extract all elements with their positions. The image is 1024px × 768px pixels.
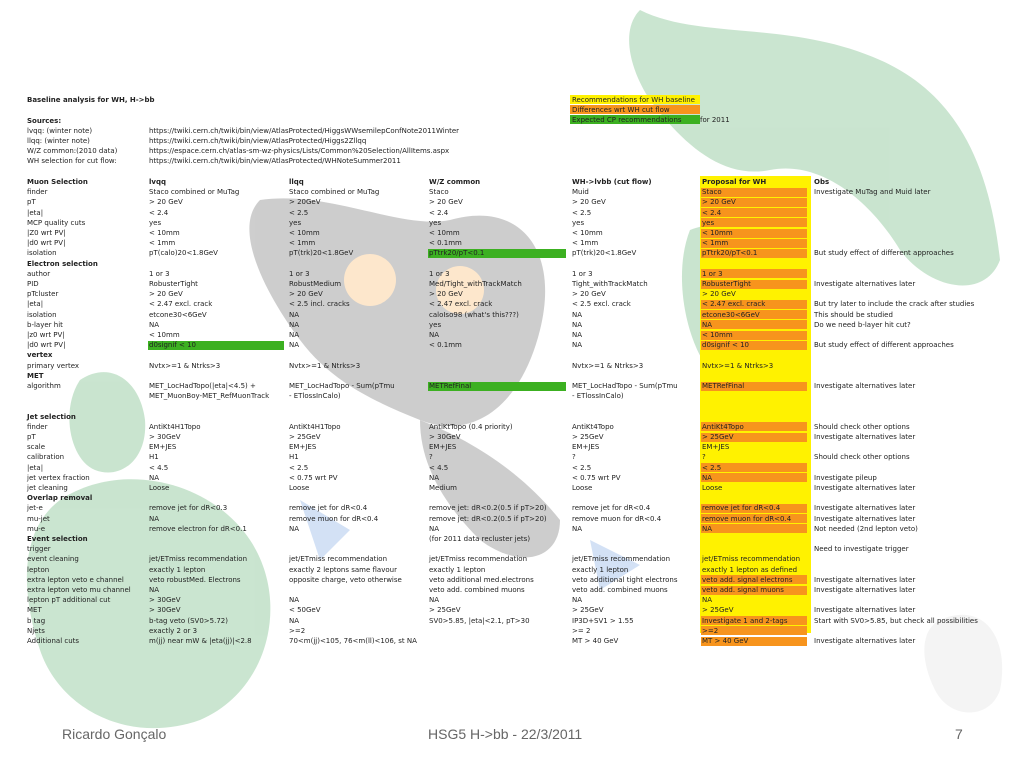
table-cell: < 2.5 <box>572 463 592 472</box>
table-cell: 1 or 3 <box>289 269 310 278</box>
table-cell: remove muon for dR<0.4 <box>289 514 379 523</box>
table-cell: Investigate alternatives later <box>814 433 916 441</box>
table-cell: > 20 GeV <box>149 198 183 207</box>
table-cell: etcone30<6GeV <box>702 310 760 319</box>
table-cell: yes <box>429 218 442 227</box>
table-cell: jet/ETmiss recommendation <box>149 555 248 564</box>
table-cell: pT(trk)20<1.8GeV <box>572 249 637 258</box>
section-heading: Overlap removal <box>27 494 93 503</box>
row-label: |d0 wrt PV| <box>27 239 66 248</box>
row-label: trigger <box>27 545 51 554</box>
table-cell: < 2.5 <box>289 208 309 217</box>
table-cell: exactly 2 leptons same flavour <box>289 565 397 574</box>
table-cell: NA <box>702 473 713 482</box>
table-cell: > 20 GeV <box>429 290 463 299</box>
table-cell: > 30GeV <box>149 606 181 615</box>
table-cell: MT > 40 GeV <box>702 637 749 645</box>
row-label: primary vertex <box>27 361 80 370</box>
table-cell: MET_LocHadTopo - Sum(pTmu <box>572 382 678 390</box>
column-header: Proposal for WH <box>702 178 767 186</box>
row-label: scale <box>27 443 46 452</box>
row-label: algorithm <box>27 382 61 390</box>
source-name: lvqq: (winter note) <box>27 127 93 135</box>
row-label: Njets <box>27 626 45 635</box>
table-cell: opposite charge, veto otherwise <box>289 575 402 584</box>
table-cell: AntiKt4Topo <box>572 422 614 431</box>
table-cell: 1 or 3 <box>429 269 450 278</box>
table-cell: caloIso98 (what's this???) <box>429 310 519 319</box>
table-cell: AntiKt4H1Topo <box>149 422 201 431</box>
table-cell: > 20 GeV <box>289 290 323 299</box>
table-cell: exactly 2 or 3 <box>149 626 198 635</box>
table-cell: >=2 <box>289 626 306 635</box>
row-label: author <box>27 269 51 278</box>
table-cell: jet/ETmiss recommendation <box>429 555 528 564</box>
table-cell: NA <box>572 596 583 605</box>
row-label: MET <box>27 606 42 615</box>
table-cell: yes <box>149 218 162 227</box>
column-header: llqq <box>289 178 304 186</box>
table-cell: NA <box>429 596 440 605</box>
table-cell: Investigate alternatives later <box>814 637 916 645</box>
table-cell: b-tag veto (SV0>5.72) <box>149 616 228 625</box>
table-cell: Should check other options <box>814 453 910 462</box>
table-cell: exactly 1 lepton as defined <box>702 565 798 574</box>
table-cell: 1 or 3 <box>572 269 593 278</box>
table-cell: ? <box>702 453 706 462</box>
section-heading: MET <box>27 371 44 380</box>
table-cell: Investigate MuTag and Muid later <box>814 188 931 197</box>
table-cell: > 20 GeV <box>572 290 606 299</box>
table-cell: < 2.47 excl. crack <box>429 300 493 309</box>
section-note: (for 2011 data recluster jets) <box>429 535 531 543</box>
table-cell: NA <box>149 514 160 523</box>
table-cell: Staco <box>702 188 722 197</box>
cell-highlight <box>701 524 807 533</box>
table-cell: MT > 40 GeV <box>572 637 619 645</box>
table-cell: < 10mm <box>149 229 180 237</box>
source-url: https://twiki.cern.ch/twiki/bin/view/AtlasProtected/Higgs2Zllqq <box>149 137 367 145</box>
table-cell: < 2.5 <box>702 463 722 472</box>
table-cell: < 4.5 <box>429 463 449 472</box>
table-cell: > 30GeV <box>149 596 181 605</box>
row-label: finder <box>27 188 48 197</box>
table-cell: > 20GeV <box>289 198 321 207</box>
table-cell: EM+JES <box>289 443 317 452</box>
table-cell: SV0>5.85, |eta|<2.1, pT>30 <box>429 616 530 625</box>
table-cell: NA <box>572 320 583 329</box>
row-label: PID <box>27 280 39 288</box>
row-label: extra lepton veto e channel <box>27 575 124 584</box>
source-name: WH selection for cut flow: <box>27 157 117 165</box>
source-name: W/Z common:(2010 data) <box>27 147 118 155</box>
table-cell: > 20 GeV <box>702 198 736 207</box>
table-cell: IP3D+SV1 > 1.55 <box>572 616 634 625</box>
column-header: lvqq <box>149 178 166 186</box>
table-cell: MET_MuonBoy-MET_RefMuonTrack <box>149 392 270 401</box>
table-cell: NA <box>289 524 300 533</box>
table-cell: NA <box>149 473 160 482</box>
table-cell: yes <box>572 218 585 227</box>
row-label: finder <box>27 422 48 431</box>
table-cell: > 30GeV <box>429 433 461 441</box>
table-cell: < 10mm <box>572 229 603 237</box>
table-cell: < 10mm <box>702 229 733 237</box>
table-cell: NA <box>289 596 300 605</box>
table-cell: Not needed (2nd lepton veto) <box>814 524 918 533</box>
table-cell: NA <box>289 331 300 339</box>
table-cell: 1 or 3 <box>149 269 170 278</box>
section-heading: vertex <box>27 351 53 360</box>
row-label: calibration <box>27 453 65 462</box>
table-cell: pTtrk20/pT<0.1 <box>702 249 758 258</box>
table-cell: > 25GeV <box>572 606 604 615</box>
table-cell: Investigate alternatives later <box>814 575 916 584</box>
table-cell: NA <box>429 524 440 533</box>
table-cell: < 10mm <box>429 229 460 237</box>
row-label: pT <box>27 198 36 207</box>
table-cell: EM+JES <box>149 443 177 452</box>
table-cell: pTtrk20/pT<0.1 <box>429 249 485 258</box>
table-cell: Loose <box>572 484 593 492</box>
table-cell: Investigate alternatives later <box>814 382 916 390</box>
table-cell: METRefFinal <box>702 382 745 390</box>
table-cell: This should be studied <box>814 310 893 319</box>
table-cell: < 2.4 <box>149 208 169 217</box>
table-cell: NA <box>702 524 713 533</box>
table-cell: > 25GeV <box>572 433 604 441</box>
table-cell: d0signif < 10 <box>702 341 750 350</box>
table-cell: RobusterTight <box>702 280 751 288</box>
table-cell: < 2.47 excl. crack <box>702 300 766 309</box>
table-cell: Investigate alternatives later <box>814 514 916 523</box>
table-cell: >= 2 <box>572 626 591 635</box>
table-cell: NA <box>289 320 300 329</box>
table-cell: But study effect of different approaches <box>814 249 954 258</box>
table-cell: Muid <box>572 188 589 197</box>
column-header: Obs <box>814 178 830 186</box>
table-cell: m(jj) near mW & |eta(jj)|<2.8 <box>149 637 252 645</box>
table-cell: Investigate alternatives later <box>814 484 916 492</box>
table-cell: yes <box>289 218 302 227</box>
table-cell: MET_LocHadTopo(|eta|<4.5) + <box>149 382 256 390</box>
table-cell: NA <box>572 341 583 350</box>
table-cell: > 25GeV <box>702 606 734 615</box>
table-cell: remove muon for dR<0.4 <box>702 514 792 523</box>
table-cell: < 1mm <box>702 239 729 248</box>
table-cell: Medium <box>429 484 457 492</box>
table-cell: Investigate 1 and 2-tags <box>702 616 788 625</box>
table-cell: exactly 1 lepton <box>572 565 629 574</box>
table-cell: Nvtx>=1 & Ntrks>3 <box>572 361 644 370</box>
table-cell: veto add. combined muons <box>572 586 668 594</box>
table-cell: H1 <box>289 453 299 462</box>
table-cell: yes <box>702 218 715 227</box>
table-cell: NA <box>702 320 713 329</box>
row-label: MCP quality cuts <box>27 218 86 227</box>
footer-title: HSG5 H->bb - 22/3/2011 <box>428 726 583 742</box>
table-cell: < 0.1mm <box>429 239 462 248</box>
table-cell: NA <box>572 310 583 319</box>
table-cell: Med/Tight_withTrackMatch <box>429 280 522 288</box>
table-cell: Investigate pileup <box>814 473 877 482</box>
table-cell: NA <box>702 596 713 605</box>
table-cell: > 20 GeV <box>572 198 606 207</box>
table-cell: Nvtx>=1 & Ntrks>3 <box>289 361 361 370</box>
table-cell: But study effect of different approaches <box>814 341 954 350</box>
page-title: Baseline analysis for WH, H->bb <box>27 96 155 104</box>
row-label: pT <box>27 433 36 441</box>
row-label: pTcluster <box>27 290 59 299</box>
row-label: jet-e <box>27 504 43 513</box>
table-cell: < 2.5 incl. cracks <box>289 300 350 309</box>
table-cell: Staco combined or MuTag <box>289 188 380 197</box>
table-cell: - ETlossInCalo) <box>572 392 624 401</box>
row-label: lepton <box>27 565 50 574</box>
row-label: |eta| <box>27 463 44 472</box>
table-cell: < 2.4 <box>429 208 449 217</box>
cell-highlight <box>701 320 807 329</box>
table-cell: < 2.5 <box>572 208 592 217</box>
table-cell: > 25GeV <box>429 606 461 615</box>
row-label: |z0 wrt PV| <box>27 331 65 339</box>
table-cell: Investigate alternatives later <box>814 606 916 615</box>
row-label: |d0 wrt PV| <box>27 341 66 350</box>
table-cell: NA <box>289 341 300 350</box>
table-cell: < 2.5 excl. crack <box>572 300 631 309</box>
table-cell: H1 <box>149 453 159 462</box>
table-cell: Tight_withTrackMatch <box>572 280 648 288</box>
row-label: jet vertex fraction <box>27 473 90 482</box>
legend-label: Recommendations for WH baseline <box>572 95 695 104</box>
table-cell: EM+JES <box>702 443 730 452</box>
table-cell: RobusterTight <box>149 280 198 288</box>
row-label: b tag <box>27 616 46 625</box>
table-cell: jet/ETmiss recommendation <box>289 555 388 564</box>
row-label: mu-jet <box>27 514 50 523</box>
table-cell: NA <box>429 473 440 482</box>
table-cell: < 2.5 <box>289 463 309 472</box>
source-url: https://twiki.cern.ch/twiki/bin/view/AtlasProtected/WHNoteSummer2011 <box>149 157 401 165</box>
table-cell: AntiKtTopo (0.4 priority) <box>429 422 513 431</box>
table-cell: etcone30<6GeV <box>149 310 207 319</box>
row-label: b-layer hit <box>27 320 63 329</box>
table-cell: Investigate alternatives later <box>814 586 916 594</box>
source-name: llqq: (winter note) <box>27 137 90 145</box>
source-url: https://twiki.cern.ch/twiki/bin/view/AtlasProtected/HiggsWWsemilepConfNote2011Winter <box>149 127 460 135</box>
table-cell: exactly 1 lepton <box>429 565 486 574</box>
row-label: |eta| <box>27 208 44 217</box>
table-cell: < 1mm <box>572 239 599 248</box>
table-cell: NA <box>429 331 440 339</box>
table-cell: < 1mm <box>289 239 316 248</box>
table-cell: pT(trk)20<1.8GeV <box>289 249 354 258</box>
table-cell: Need to investigate trigger <box>814 545 909 554</box>
column-header: WH->lvbb (cut flow) <box>572 178 652 186</box>
table-cell: 1 or 3 <box>702 269 723 278</box>
row-label: |Z0 wrt PV| <box>27 229 66 237</box>
table-cell: < 0.75 wrt PV <box>572 473 621 482</box>
table-cell: remove electron for dR<0.1 <box>149 524 247 533</box>
footer-author: Ricardo Gonçalo <box>62 726 167 742</box>
table-cell: < 0.1mm <box>429 341 462 350</box>
table-cell: NA <box>289 310 300 319</box>
table-cell: METRefFinal <box>429 382 472 390</box>
table-cell: remove jet: dR<0.2(0.5 if pT>20) <box>429 504 547 513</box>
table-cell: Loose <box>149 484 170 492</box>
table-cell: veto add. signal muons <box>702 586 784 594</box>
table-cell: yes <box>429 320 442 329</box>
table-cell: < 50GeV <box>289 606 321 615</box>
table-cell: < 10mm <box>289 229 320 237</box>
table-cell: Start with SV0>5.85, but check all possibilities <box>814 616 978 625</box>
table-cell: veto add. signal electrons <box>702 575 793 584</box>
table-cell: >=2 <box>702 626 719 635</box>
table-cell: EM+JES <box>429 443 457 452</box>
table-cell: jet/ETmiss recommendation <box>702 555 801 564</box>
table-cell: RobustMedium <box>289 280 342 288</box>
table-cell: - ETlossInCalo) <box>289 392 341 401</box>
legend-label: Expected CP recommendations <box>572 115 682 124</box>
table-cell: exactly 1 lepton <box>149 565 206 574</box>
row-label: jet cleaning <box>27 484 68 492</box>
row-label: |eta| <box>27 300 44 309</box>
table-cell: remove jet for dR<0.4 <box>572 504 651 513</box>
row-label: lepton pT additional cut <box>27 596 111 605</box>
table-cell: remove jet: dR<0.2(0.5 if pT>20) <box>429 514 547 523</box>
table-cell: But try later to include the crack after studies <box>814 300 975 309</box>
cell-highlight <box>701 473 807 482</box>
table-cell: remove jet for dR<0.4 <box>289 504 368 513</box>
table-cell: > 25GeV <box>702 433 734 441</box>
table-cell: Investigate alternatives later <box>814 504 916 513</box>
table-cell: > 30GeV <box>149 433 181 441</box>
row-label: Additional cuts <box>27 637 80 645</box>
table-cell: > 20 GeV <box>149 290 183 299</box>
table-cell: veto additional med.electrons <box>429 575 534 584</box>
table-cell: < 10mm <box>702 331 733 339</box>
table-cell: > 20 GeV <box>429 198 463 207</box>
table-cell: AntiKt4Topo <box>702 422 744 431</box>
table-cell: Staco <box>429 188 449 197</box>
row-label: isolation <box>27 310 57 319</box>
table-cell: veto robustMed. Electrons <box>149 575 241 584</box>
row-label: event cleaning <box>27 555 79 564</box>
section-heading: Event selection <box>27 535 88 543</box>
row-label: mu-e <box>27 524 46 533</box>
table-cell: remove jet for dR<0.3 <box>149 504 228 513</box>
column-header: W/Z common <box>429 178 481 186</box>
table-cell: < 2.4 <box>702 208 722 217</box>
sources-heading: Sources: <box>27 117 62 125</box>
table-cell: > 20 GeV <box>702 290 736 299</box>
table-cell: 70<m(jj)<105, 76<m(ll)<106, st NA <box>289 637 417 645</box>
table-cell: < 0.75 wrt PV <box>289 473 338 482</box>
column-header: Muon Selection <box>27 178 88 186</box>
table-cell: NA <box>572 524 583 533</box>
cell-highlight <box>701 218 807 227</box>
table-cell: MET_LocHadTopo - Sum(pTmu <box>289 382 395 390</box>
row-label: extra lepton veto mu channel <box>27 586 131 594</box>
table-cell: Staco combined or MuTag <box>149 188 240 197</box>
table-cell: NA <box>572 331 583 339</box>
table-cell: > 25GeV <box>289 433 321 441</box>
table-cell: EM+JES <box>572 443 600 452</box>
table-cell: jet/ETmiss recommendation <box>572 555 671 564</box>
legend-label: Differences wrt WH cut flow <box>572 105 670 114</box>
table-cell: ? <box>572 453 576 462</box>
table-cell: remove jet for dR<0.4 <box>702 504 781 513</box>
table-cell: ? <box>429 453 433 462</box>
legend-suffix: for 2011 <box>700 115 730 124</box>
table-cell: veto additional tight electrons <box>572 575 678 584</box>
table-cell: Investigate alternatives later <box>814 280 916 288</box>
section-heading: Electron selection <box>27 259 98 268</box>
table-cell: NA <box>149 586 160 594</box>
table-cell: < 2.47 excl. crack <box>149 300 213 309</box>
table-cell: Nvtx>=1 & Ntrks>3 <box>149 361 221 370</box>
table-cell: AntiKt4H1Topo <box>289 422 341 431</box>
table-cell: Loose <box>289 484 310 492</box>
table-cell: veto add. combined muons <box>429 586 525 594</box>
table-cell: < 1mm <box>149 239 176 248</box>
table-cell: Do we need b-layer hit cut? <box>814 320 911 329</box>
table-cell: Loose <box>702 484 723 492</box>
table-cell: NA <box>149 320 160 329</box>
table-cell: pT(calo)20<1.8GeV <box>149 249 218 258</box>
page-number: 7 <box>955 726 963 742</box>
table-cell: d0signif < 10 <box>149 341 197 350</box>
table-cell: remove muon for dR<0.4 <box>572 514 662 523</box>
source-url: https://espace.cern.ch/atlas-sm-wz-physics/Lists/Common%20Selection/AllItems.aspx <box>149 147 450 155</box>
table-cell: < 4.5 <box>149 463 169 472</box>
row-label: isolation <box>27 249 57 258</box>
table-cell: < 10mm <box>149 331 180 339</box>
table-cell: Nvtx>=1 & Ntrks>3 <box>702 361 774 370</box>
table-cell: Should check other options <box>814 422 910 431</box>
table-cell: NA <box>289 616 300 625</box>
section-heading: Jet selection <box>27 412 76 421</box>
